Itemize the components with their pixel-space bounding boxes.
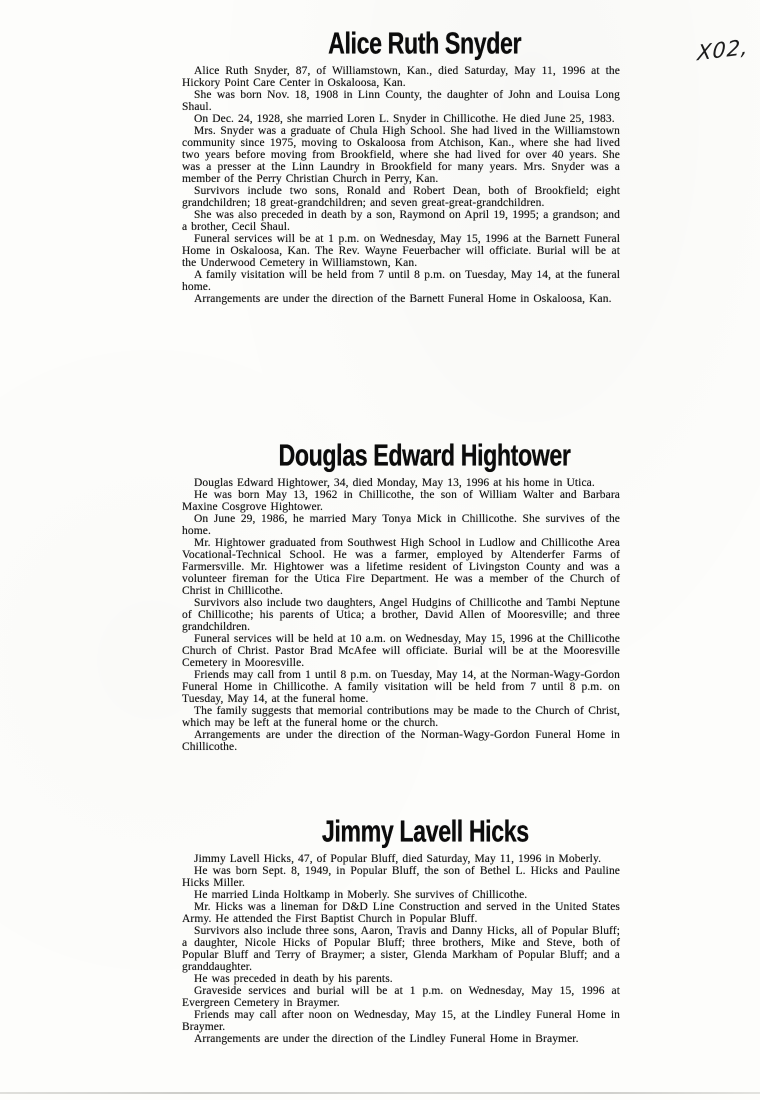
obituary-paragraph: On June 29, 1986, he married Mary Tonya Mick in Chillicothe. She survives of the home.	[182, 513, 620, 537]
obituary-paragraph: Arrangements are under the direction of the Norman-Wagy-Gordon Funeral Home in Chillicothe.	[182, 729, 620, 753]
obituary-paragraph: Mr. Hightower graduated from Southwest High School in Ludlow and Chillicothe Area Vocational-Technical School. He was a farmer, employed by Altenderfer Farms of Farmersville. Mr. Hightower was a lifetime resident of Livingston County and was a volunteer fireman for the Utica Fire Department. He was a member of the Church of Christ in Chillicothe.	[182, 537, 620, 597]
page-bottom-rule	[0, 1092, 760, 1094]
obituary-title-text: Jimmy Lavell Hicks	[321, 815, 529, 849]
obituary-paragraph: Survivors also include three sons, Aaron, Travis and Danny Hicks, all of Popular Bluff; a daughter, Nicole Hicks of Popular Bluff; three brothers, Mike and Steve, both of Popular Bluff and Terry of Braymer; a sister, Glenda Markham of Popular Bluff; and a granddaughter.	[182, 925, 620, 973]
obituary-paragraph: He married Linda Holtkamp in Moberly. She survives of Chillicothe.	[194, 889, 528, 901]
obituary-paragraph: He was born Sept. 8, 1949, in Popular Bluff, the son of Bethel L. Hicks and Pauline Hicks Miller.	[182, 865, 620, 889]
obituary-paragraph: Graveside services and burial will be at 1 p.m. on Wednesday, May 15, 1996 at Evergreen Cemetery in Braymer.	[182, 985, 620, 1009]
obituary-paragraph: Friends may call from 1 until 8 p.m. on Tuesday, May 14, at the Norman-Wagy-Gordon Funeral Home in Chillicothe. A family visitation will be held from 7 until 8 p.m. on Tuesday, May 14, at the funeral home.	[182, 669, 620, 705]
obituary-paragraph: She was born Nov. 18, 1908 in Linn County, the daughter of John and Louisa Long Shaul.	[182, 89, 620, 113]
handwritten-annotation: X02,	[696, 34, 750, 66]
obituary-title-text: Alice Ruth Snyder	[328, 27, 522, 61]
obituary-paragraph: Mr. Hicks was a lineman for D&D Line Construction and served in the United States Army. He attended the First Baptist Church in Popular Bluff.	[182, 901, 620, 925]
obituary-paragraph: He was preceded in death by his parents.	[194, 973, 393, 985]
obituary-paragraph: A family visitation will be held from 7 until 8 p.m. on Tuesday, May 14, at the funeral home.	[182, 269, 620, 293]
obituary-paragraph: He was born May 13, 1962 in Chillicothe, the son of William Walter and Barbara Maxine Cosgrove Hightower.	[182, 489, 620, 513]
obituary-title	[206, 438, 644, 474]
obituary-paragraph: Funeral services will be at 1 p.m. on Wednesday, May 15, 1996 at the Barnett Funeral Home in Oskaloosa, Kan. The Rev. Wayne Feuerbacher will officiate. Burial will be at the Underwood Cemetery in Williamstown, Kan.	[182, 233, 620, 269]
obituary-paragraph: Survivors also include two daughters, Angel Hudgins of Chillicothe and Tambi Neptune of Chillicothe; his parents of Utica; a brother, David Allen of Mooresville; and three grandchildren.	[182, 597, 620, 633]
obituary-paragraph: Douglas Edward Hightower, 34, died Monday, May 13, 1996 at his home in Utica.	[194, 477, 595, 489]
obituary-section-alice-ruth-snyder	[182, 26, 620, 305]
obituary-paragraph: Mrs. Snyder was a graduate of Chula High School. She had lived in the Williamstown community since 1975, moving to Oskaloosa from Atchison, Kan., where she had lived two years before moving from Brookfield, where she had lived for over 40 years. She was a presser at the Linn Laundry in Brookfield for many years. Mrs. Snyder was a member of the Perry Christian Church in Perry, Kan.	[182, 125, 620, 185]
obituary-title	[206, 814, 644, 850]
obituary-title	[206, 26, 644, 62]
obituary-paragraph: Arrangements are under the direction of the Barnett Funeral Home in Oskaloosa, Kan.	[194, 293, 612, 305]
obituary-paragraph: Funeral services will be held at 10 a.m. on Wednesday, May 15, 1996 at the Chillicothe Church of Christ. Pastor Brad McAfee will officiate. Burial will be at the Mooresville Cemetery in Mooresville.	[182, 633, 620, 669]
obituary-body	[182, 853, 620, 1045]
obituary-body	[182, 65, 620, 305]
obituary-section-jimmy-lavell-hicks	[182, 814, 620, 1045]
obituary-paragraph: Friends may call after noon on Wednesday, May 15, at the Lindley Funeral Home in Braymer.	[182, 1009, 620, 1033]
obituary-section-douglas-edward-hightower	[182, 438, 620, 753]
obituary-body	[182, 477, 620, 753]
obituary-paragraph: Jimmy Lavell Hicks, 47, of Popular Bluff, died Saturday, May 11, 1996 in Moberly.	[194, 853, 602, 865]
obituary-paragraph: The family suggests that memorial contributions may be made to the Church of Christ, which may be left at the funeral home or the church.	[182, 705, 620, 729]
obituary-paragraph: On Dec. 24, 1928, she married Loren L. Snyder in Chillicothe. He died June 25, 1983.	[194, 113, 615, 125]
obituary-paragraph: She was also preceded in death by a son, Raymond on April 19, 1995; a grandson; and a brother, Cecil Shaul.	[182, 209, 620, 233]
obituary-paragraph: Arrangements are under the direction of the Lindley Funeral Home in Braymer.	[194, 1033, 579, 1045]
obituary-paragraph: Survivors include two sons, Ronald and Robert Dean, both of Brookfield; eight grandchildren; 18 great-grandchildren; and seven great-great-grandchildren.	[182, 185, 620, 209]
obituary-title-text: Douglas Edward Hightower	[278, 439, 572, 473]
obituary-paragraph: Alice Ruth Snyder, 87, of Williamstown, Kan., died Saturday, May 11, 1996 at the Hickory Point Care Center in Oskaloosa, Kan.	[182, 65, 620, 89]
